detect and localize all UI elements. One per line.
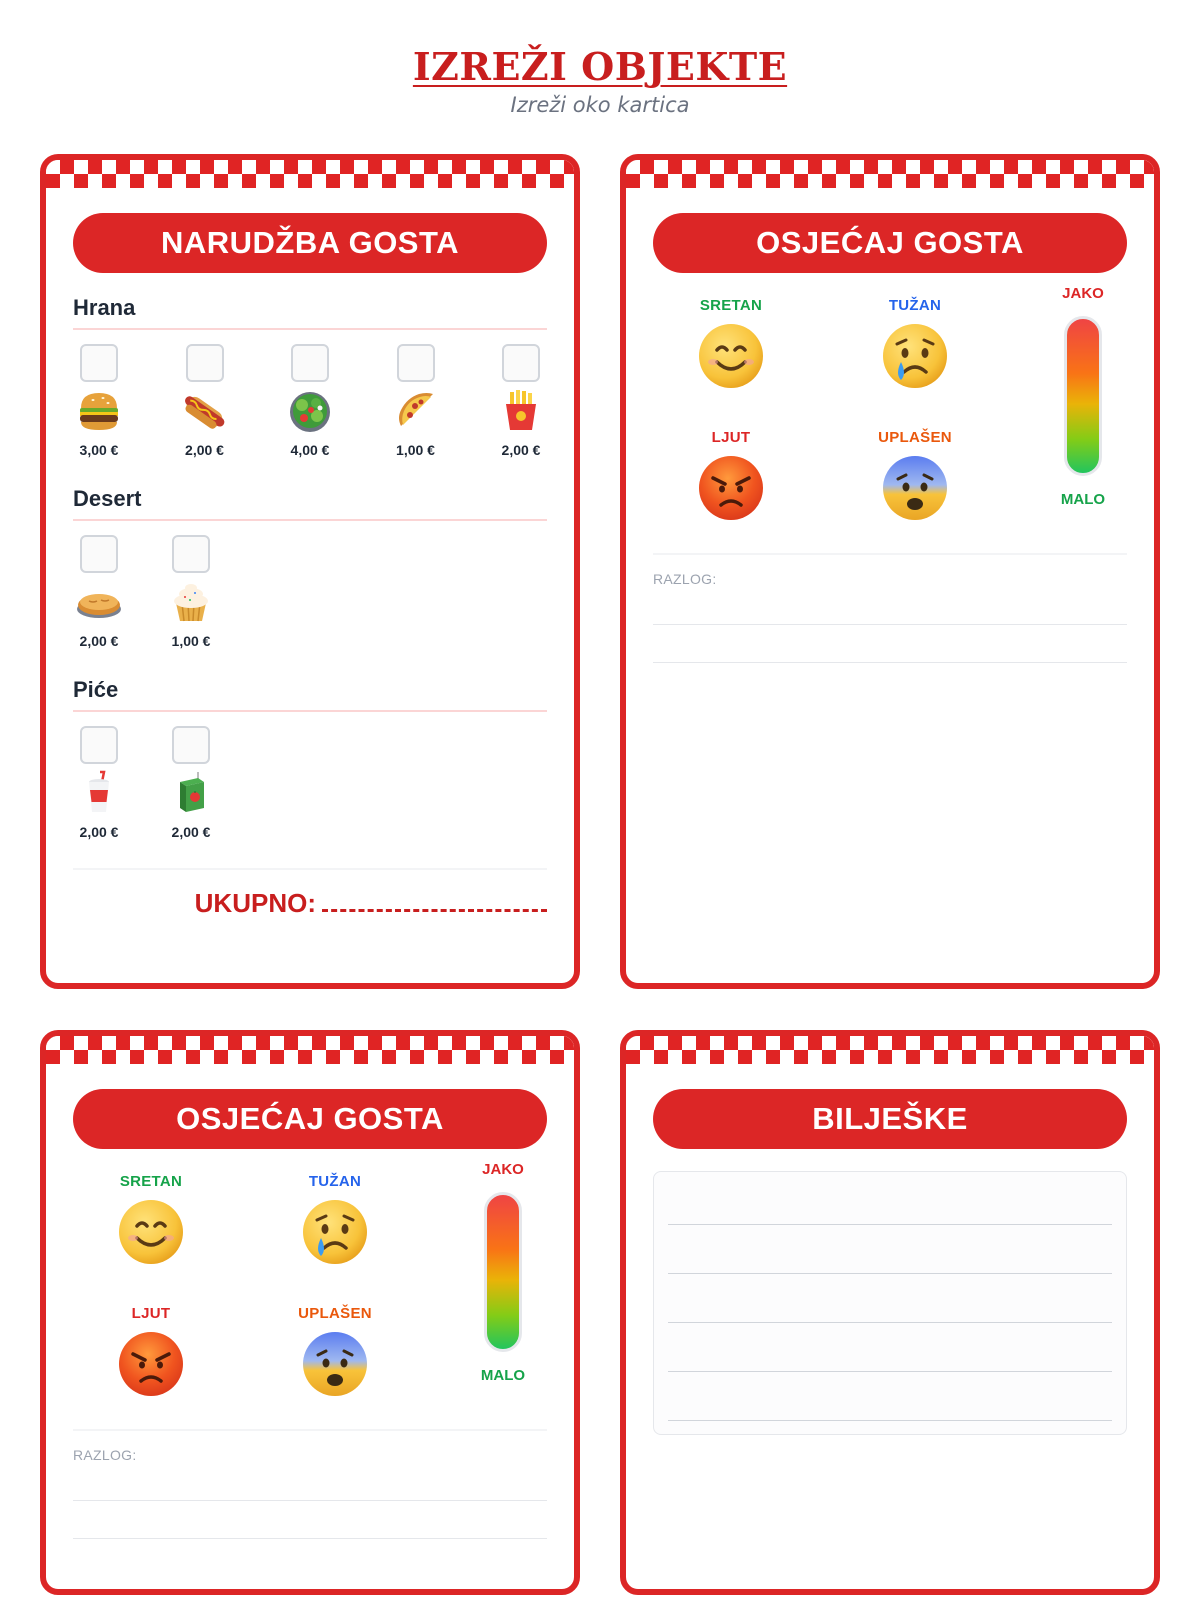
scared-face-icon	[301, 1330, 369, 1398]
item-checkbox[interactable]	[80, 535, 118, 573]
reason-section	[653, 553, 1127, 663]
pizza-icon	[393, 382, 439, 440]
checkered-border	[626, 160, 1154, 188]
reason-write-line[interactable]	[653, 625, 1127, 663]
angry-face-icon	[117, 1330, 185, 1398]
item-price: 4,00 €	[290, 442, 330, 458]
salad-icon	[287, 382, 333, 440]
notes-card	[620, 1030, 1160, 1595]
emotion-label: SRETAN	[699, 297, 763, 314]
note-line	[668, 1274, 1112, 1323]
fries-icon	[498, 382, 544, 440]
item-checkbox[interactable]	[172, 535, 210, 573]
item-price: 2,00 €	[79, 633, 119, 649]
menu-item-juice	[165, 726, 217, 840]
emotion-happy[interactable]	[81, 1173, 221, 1270]
note-line	[668, 1176, 1112, 1225]
reason-label: RAZLOG:	[653, 571, 717, 587]
notes-card-title: BILJEŠKE	[653, 1089, 1127, 1149]
emotion-sad[interactable]	[265, 1173, 405, 1270]
item-price: 1,00 €	[396, 442, 435, 458]
reason-write-line[interactable]	[73, 1501, 547, 1539]
section-title-dessert: Desert	[73, 486, 547, 521]
menu-item-pizza	[390, 344, 442, 458]
emotion-label: LJUT	[711, 429, 751, 446]
menu-item-soda	[73, 726, 125, 840]
checkered-border	[46, 160, 574, 188]
sad-face-icon	[881, 322, 949, 390]
happy-face-icon	[697, 322, 765, 390]
emotion-label: LJUT	[131, 1305, 171, 1322]
soda-cup-icon	[76, 764, 122, 822]
feeling-card-title: OSJEĆAJ GOSTA	[653, 213, 1127, 273]
emotion-angry[interactable]	[661, 429, 801, 526]
emotion-label: TUŽAN	[308, 1173, 362, 1190]
intensity-high-label: JAKO	[482, 1161, 524, 1178]
menu-item-pie	[73, 535, 125, 649]
reason-write-line[interactable]	[73, 1463, 547, 1501]
intensity-meter[interactable]	[1064, 316, 1102, 476]
menu-item-cupcake	[165, 535, 217, 649]
emotion-happy[interactable]	[661, 297, 801, 394]
checkered-border	[46, 1036, 574, 1064]
feeling-card-title: OSJEĆAJ GOSTA	[73, 1089, 547, 1149]
order-card-title: NARUDŽBA GOSTA	[73, 213, 547, 273]
item-checkbox[interactable]	[186, 344, 224, 382]
emotion-angry[interactable]	[81, 1305, 221, 1402]
item-price: 2,00 €	[501, 442, 541, 458]
checkered-border	[626, 1036, 1154, 1064]
note-line	[668, 1323, 1112, 1372]
intensity-high-label: JAKO	[1062, 285, 1104, 302]
pie-icon	[75, 573, 123, 631]
item-checkbox[interactable]	[80, 726, 118, 764]
note-line	[668, 1225, 1112, 1274]
total-label: UKUPNO:	[194, 888, 316, 918]
juice-box-icon	[168, 764, 214, 822]
intensity-meter[interactable]	[484, 1192, 522, 1352]
item-checkbox[interactable]	[291, 344, 329, 382]
note-line	[668, 1372, 1112, 1421]
emotion-scared[interactable]	[845, 429, 985, 526]
emotion-grid	[653, 273, 1127, 541]
page-header	[0, 44, 1200, 117]
section-title-food: Hrana	[73, 295, 547, 330]
item-price: 2,00 €	[79, 824, 119, 840]
food-items	[73, 344, 547, 458]
reason-section	[73, 1429, 547, 1539]
item-checkbox[interactable]	[502, 344, 540, 382]
menu-item-hotdog	[179, 344, 231, 458]
item-checkbox[interactable]	[172, 726, 210, 764]
angry-face-icon	[697, 454, 765, 522]
emotion-grid	[73, 1149, 547, 1417]
intensity-low-label: MALO	[1060, 491, 1106, 508]
page-title: IZREŽI OBJEKTE	[412, 44, 788, 89]
total-write-line[interactable]	[322, 908, 547, 912]
item-price: 1,00 €	[171, 633, 211, 649]
happy-face-icon	[117, 1198, 185, 1266]
emotion-label: TUŽAN	[888, 297, 942, 314]
menu-item-salad	[284, 344, 336, 458]
cupcake-icon	[168, 573, 214, 631]
drink-items	[73, 726, 547, 840]
item-checkbox[interactable]	[80, 344, 118, 382]
item-checkbox[interactable]	[397, 344, 435, 382]
dessert-items	[73, 535, 547, 649]
item-price: 3,00 €	[79, 442, 119, 458]
feeling-card	[620, 154, 1160, 989]
intensity-low-label: MALO	[480, 1367, 526, 1384]
scared-face-icon	[881, 454, 949, 522]
feeling-card	[40, 1030, 580, 1595]
emotion-scared[interactable]	[265, 1305, 405, 1402]
burger-icon	[76, 382, 122, 440]
item-price: 2,00 €	[171, 824, 211, 840]
sad-face-icon	[301, 1198, 369, 1266]
emotion-label: SRETAN	[119, 1173, 183, 1190]
page-subtitle: Izreži oko kartica	[510, 93, 690, 117]
section-title-drinks: Piće	[73, 677, 547, 712]
reason-write-line[interactable]	[653, 587, 1127, 625]
menu-item-fries	[495, 344, 547, 458]
order-card	[40, 154, 580, 989]
hotdog-icon	[181, 382, 229, 440]
emotion-label: UPLAŠEN	[878, 429, 952, 446]
item-price: 2,00 €	[185, 442, 224, 458]
reason-label: RAZLOG:	[73, 1447, 137, 1463]
total-row	[73, 868, 547, 919]
notes-area[interactable]	[653, 1171, 1127, 1435]
emotion-label: UPLAŠEN	[298, 1305, 372, 1322]
menu-item-burger	[73, 344, 125, 458]
emotion-sad[interactable]	[845, 297, 985, 394]
